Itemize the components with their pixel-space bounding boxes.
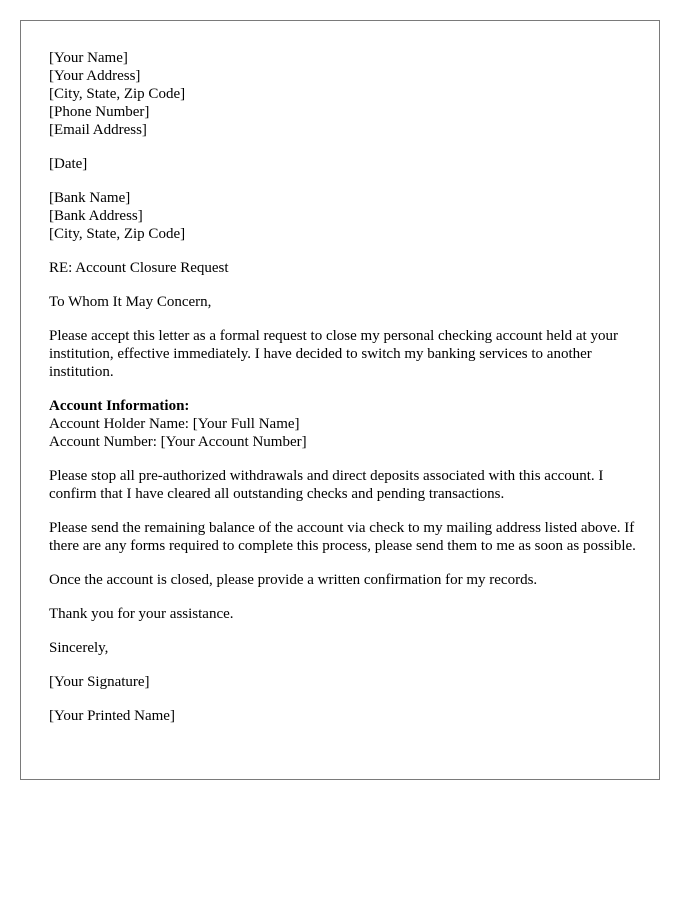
body-paragraph-balance: Please send the remaining balance of the account via check to my mailing address listed above. If there are any forms required to complete this process, please send them to me as soon as possible.: [49, 520, 636, 554]
printed-name-line: [Your Printed Name]: [49, 708, 175, 724]
body-paragraph-withdrawals: Please stop all pre-authorized withdrawals and direct deposits associated with this account. I confirm that I have cleared all outstanding checks and pending transactions.: [49, 468, 604, 502]
signature-line: [Your Signature]: [49, 674, 150, 690]
sender-email: [Email Address]: [49, 122, 147, 138]
sender-name: [Your Name]: [49, 50, 128, 66]
sender-phone: [Phone Number]: [49, 104, 150, 120]
subject-block: [49, 259, 631, 277]
thanks-block: [49, 605, 631, 623]
account-number: Account Number: [Your Account Number]: [49, 434, 307, 450]
account-holder-name: Account Holder Name: [Your Full Name]: [49, 416, 300, 432]
subject-line: RE: Account Closure Request: [49, 260, 229, 276]
body-paragraph-request: Please accept this letter as a formal request to close my personal checking account held at your institution, effective immediately. I have decided to switch my banking services to another institution.: [49, 328, 618, 380]
thanks-line: Thank you for your assistance.: [49, 606, 234, 622]
recipient-block: [49, 189, 631, 243]
sender-city-state-zip: [City, State, Zip Code]: [49, 86, 186, 102]
bank-name: [Bank Name]: [49, 190, 131, 206]
signature-block: [49, 673, 631, 691]
closing-line: Sincerely,: [49, 640, 109, 656]
account-info-block: [49, 397, 631, 451]
closing-block: [49, 639, 631, 657]
account-info-heading: Account Information:: [49, 398, 190, 414]
letter-date: [Date]: [49, 156, 88, 172]
bank-city-state-zip: [City, State, Zip Code]: [49, 226, 186, 242]
bank-address: [Bank Address]: [49, 208, 143, 224]
printed-name-block: [49, 707, 631, 725]
letter-document: [20, 20, 660, 780]
sender-block: [49, 49, 631, 139]
sender-address: [Your Address]: [49, 68, 141, 84]
salutation: To Whom It May Concern,: [49, 294, 212, 310]
date-block: [49, 155, 631, 173]
body-paragraph-confirmation: Once the account is closed, please provide a written confirmation for my records.: [49, 572, 538, 588]
salutation-block: [49, 293, 631, 311]
